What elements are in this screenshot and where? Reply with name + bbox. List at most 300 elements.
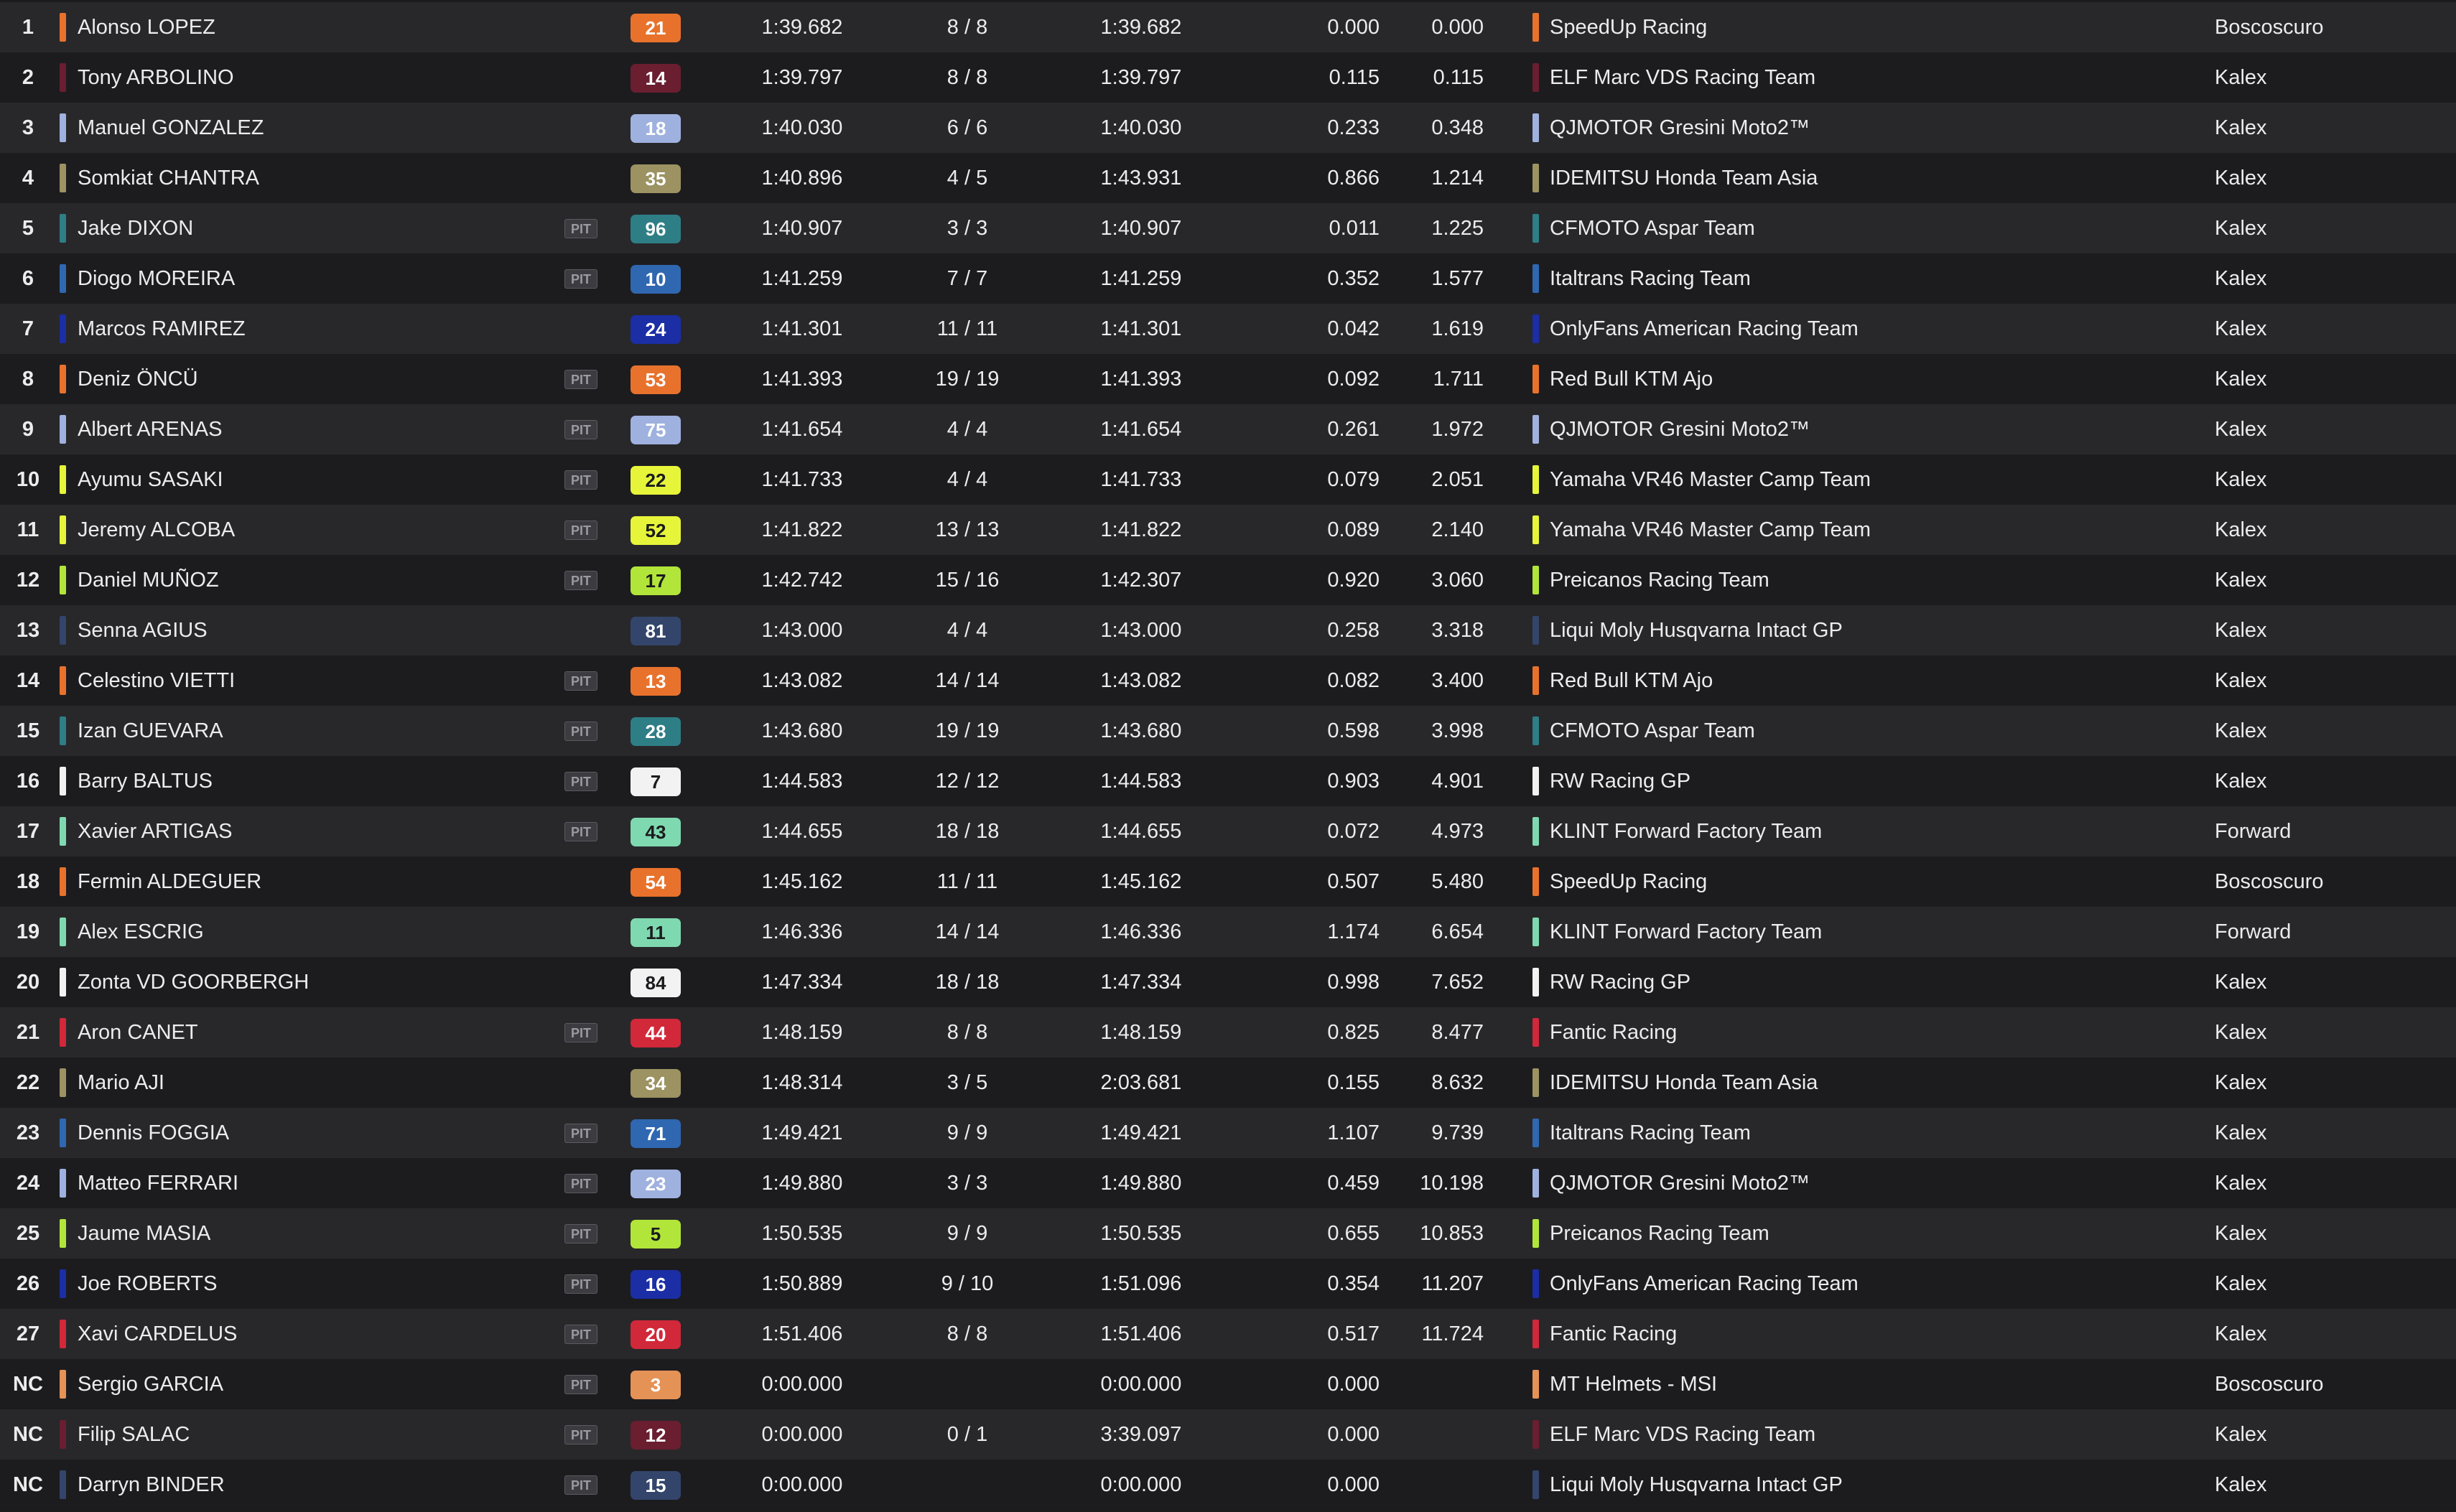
table-row[interactable] xyxy=(0,1058,2456,1108)
position: 12 xyxy=(16,569,40,592)
last-lap-time: 1:51.406 xyxy=(1100,1322,1182,1345)
last-lap-time: 1:49.880 xyxy=(1100,1172,1182,1195)
rider-number-badge: 12 xyxy=(631,1421,681,1450)
rider-number-badge: 84 xyxy=(631,969,681,997)
table-row[interactable] xyxy=(0,957,2456,1007)
manufacturer: Boscoscuro xyxy=(2215,870,2324,893)
rider-name[interactable]: Diogo MOREIRA xyxy=(78,267,236,290)
best-lap-time: 1:43.082 xyxy=(761,669,843,692)
rider-number-badge: 35 xyxy=(631,164,681,193)
team-color-bar xyxy=(1532,13,1539,42)
gap-to-leader: 1.972 xyxy=(1431,418,1484,441)
rider-number-badge: 75 xyxy=(631,416,681,444)
lap-count: 14 / 14 xyxy=(935,669,1000,692)
position: 1 xyxy=(22,16,34,39)
position: 18 xyxy=(16,870,40,893)
lap-count: 0 / 1 xyxy=(946,1423,988,1446)
manufacturer: Kalex xyxy=(2215,368,2267,391)
position: 10 xyxy=(16,468,40,491)
last-lap-time: 1:51.096 xyxy=(1100,1272,1182,1295)
table-row[interactable] xyxy=(0,505,2456,555)
team-name: IDEMITSU Honda Team Asia xyxy=(1550,167,1818,190)
gap-to-previous: 0.598 xyxy=(1327,719,1380,742)
team-name: Preicanos Racing Team xyxy=(1550,569,1769,592)
team-color-bar xyxy=(1532,365,1539,393)
last-lap-time: 1:41.301 xyxy=(1100,317,1182,340)
gap-to-previous: 0.920 xyxy=(1327,569,1380,592)
team-color-bar xyxy=(1532,1219,1539,1248)
manufacturer: Kalex xyxy=(2215,569,2267,592)
manufacturer: Boscoscuro xyxy=(2215,1373,2324,1396)
team-name: MT Helmets - MSI xyxy=(1550,1373,1718,1396)
position: 3 xyxy=(22,116,34,139)
manufacturer: Kalex xyxy=(2215,116,2267,139)
position: 7 xyxy=(22,317,34,340)
lap-count: 9 / 10 xyxy=(941,1272,994,1295)
team-name: Italtrans Racing Team xyxy=(1550,1121,1751,1144)
team-name: CFMOTO Aspar Team xyxy=(1550,719,1755,742)
rider-color-bar xyxy=(60,616,66,645)
rider-color-bar xyxy=(60,1119,66,1147)
rider-name[interactable]: Alex ESCRIG xyxy=(78,920,204,943)
position: 25 xyxy=(16,1222,40,1245)
lap-count: 11 / 11 xyxy=(936,317,998,340)
best-lap-time: 1:45.162 xyxy=(761,870,843,893)
rider-name[interactable]: Zonta VD GOORBERGH xyxy=(78,971,310,994)
last-lap-time: 1:48.159 xyxy=(1100,1021,1182,1044)
table-row[interactable] xyxy=(0,1208,2456,1259)
team-color-bar xyxy=(1532,616,1539,645)
gap-to-leader: 9.739 xyxy=(1431,1121,1484,1144)
team-name: Yamaha VR46 Master Camp Team xyxy=(1550,518,1871,541)
last-lap-time: 3:39.097 xyxy=(1100,1423,1182,1446)
gap-to-leader: 3.400 xyxy=(1431,669,1484,692)
rider-name[interactable]: Fermin ALDEGUER xyxy=(78,870,262,893)
last-lap-time: 1:47.334 xyxy=(1100,971,1182,994)
gap-to-leader: 8.632 xyxy=(1431,1071,1484,1094)
gap-to-previous: 0.655 xyxy=(1327,1222,1380,1245)
last-lap-time: 1:41.822 xyxy=(1100,518,1182,541)
table-row[interactable] xyxy=(0,203,2456,253)
table-row[interactable] xyxy=(0,555,2456,605)
lap-count: 19 / 19 xyxy=(935,368,1000,391)
pit-badge: PIT xyxy=(564,1224,597,1243)
pit-badge: PIT xyxy=(564,269,597,289)
lap-count: 4 / 5 xyxy=(946,167,988,190)
best-lap-time: 0:00.000 xyxy=(761,1473,843,1496)
lap-count: 9 / 9 xyxy=(946,1121,988,1144)
pit-badge: PIT xyxy=(564,1325,597,1344)
rider-number-badge: 3 xyxy=(631,1371,681,1399)
rider-name[interactable]: Jaume MASIA xyxy=(78,1222,211,1245)
table-row[interactable] xyxy=(0,857,2456,907)
rider-color-bar xyxy=(60,817,66,846)
team-color-bar xyxy=(1532,63,1539,92)
rider-name[interactable]: Filip SALAC xyxy=(78,1423,190,1446)
best-lap-time: 1:50.535 xyxy=(761,1222,843,1245)
team-name: Fantic Racing xyxy=(1550,1322,1678,1345)
gap-to-previous: 1.107 xyxy=(1327,1121,1380,1144)
manufacturer: Kalex xyxy=(2215,1473,2267,1496)
rider-number-badge: 7 xyxy=(631,767,681,796)
rider-name[interactable]: Izan GUEVARA xyxy=(78,719,223,742)
team-name: SpeedUp Racing xyxy=(1550,16,1708,39)
table-row[interactable] xyxy=(0,1359,2456,1409)
gap-to-leader: 3.318 xyxy=(1431,619,1484,642)
position: 13 xyxy=(16,619,40,642)
table-row[interactable] xyxy=(0,253,2456,304)
best-lap-time: 1:42.742 xyxy=(761,569,843,592)
position: 14 xyxy=(16,669,40,692)
rider-number-badge: 71 xyxy=(631,1119,681,1148)
team-name: Liqui Moly Husqvarna Intact GP xyxy=(1550,619,1843,642)
manufacturer: Kalex xyxy=(2215,1222,2267,1245)
rider-color-bar xyxy=(60,1068,66,1097)
team-name: ELF Marc VDS Racing Team xyxy=(1550,66,1816,89)
gap-to-leader: 0.115 xyxy=(1433,66,1484,89)
gap-to-leader: 1.225 xyxy=(1431,217,1484,240)
team-color-bar xyxy=(1532,1018,1539,1047)
team-color-bar xyxy=(1532,164,1539,192)
rider-color-bar xyxy=(60,666,66,695)
gap-to-leader: 2.051 xyxy=(1431,468,1484,491)
manufacturer: Kalex xyxy=(2215,418,2267,441)
rider-name[interactable]: Joe ROBERTS xyxy=(78,1272,218,1295)
gap-to-leader: 1.577 xyxy=(1431,267,1484,290)
manufacturer: Kalex xyxy=(2215,1021,2267,1044)
rider-name[interactable]: Sergio GARCIA xyxy=(78,1373,224,1396)
best-lap-time: 1:50.889 xyxy=(761,1272,843,1295)
manufacturer: Kalex xyxy=(2215,267,2267,290)
table-row[interactable] xyxy=(0,304,2456,354)
rider-number-badge: 22 xyxy=(631,466,681,495)
rider-color-bar xyxy=(60,264,66,293)
rider-number-badge: 21 xyxy=(631,14,681,42)
position: 5 xyxy=(22,217,34,240)
rider-color-bar xyxy=(60,1018,66,1047)
team-color-bar xyxy=(1532,1370,1539,1399)
best-lap-time: 1:44.583 xyxy=(761,770,843,793)
team-name: RW Racing GP xyxy=(1550,971,1691,994)
gap-to-leader: 6.654 xyxy=(1431,920,1484,943)
rider-number-badge: 54 xyxy=(631,868,681,897)
lap-count: 4 / 4 xyxy=(946,619,988,642)
team-name: KLINT Forward Factory Team xyxy=(1550,820,1823,843)
table-row[interactable] xyxy=(0,1409,2456,1460)
pit-badge: PIT xyxy=(564,470,597,490)
rider-number-badge: 17 xyxy=(631,566,681,595)
gap-to-previous: 0.000 xyxy=(1327,1423,1380,1446)
gap-to-previous: 0.352 xyxy=(1327,267,1380,290)
rider-name[interactable]: Senna AGIUS xyxy=(78,619,208,642)
gap-to-previous: 0.000 xyxy=(1327,1373,1380,1396)
team-color-bar xyxy=(1532,817,1539,846)
team-name: Liqui Moly Husqvarna Intact GP xyxy=(1550,1473,1843,1496)
gap-to-previous: 0.092 xyxy=(1327,368,1380,391)
table-row[interactable] xyxy=(0,907,2456,957)
pit-badge: PIT xyxy=(564,370,597,389)
best-lap-time: 1:40.030 xyxy=(761,116,843,139)
team-name: Red Bull KTM Ajo xyxy=(1550,669,1713,692)
gap-to-previous: 0.042 xyxy=(1327,317,1380,340)
manufacturer: Kalex xyxy=(2215,1423,2267,1446)
rider-number-badge: 20 xyxy=(631,1320,681,1349)
lap-count: 18 / 18 xyxy=(935,971,1000,994)
gap-to-leader: 8.477 xyxy=(1431,1021,1484,1044)
best-lap-time: 1:40.907 xyxy=(761,217,843,240)
rider-color-bar xyxy=(60,1370,66,1399)
pit-badge: PIT xyxy=(564,1475,597,1495)
table-row[interactable] xyxy=(0,354,2456,404)
table-row[interactable] xyxy=(0,1460,2456,1510)
last-lap-time: 1:41.259 xyxy=(1100,267,1182,290)
rider-name[interactable]: Xavi CARDELUS xyxy=(78,1322,238,1345)
pit-badge: PIT xyxy=(564,420,597,439)
best-lap-time: 1:49.421 xyxy=(761,1121,843,1144)
gap-to-leader: 11.724 xyxy=(1421,1322,1484,1345)
table-row[interactable] xyxy=(0,1259,2456,1309)
manufacturer: Kalex xyxy=(2215,1071,2267,1094)
lap-count: 13 / 13 xyxy=(935,518,1000,541)
rider-number-badge: 53 xyxy=(631,365,681,394)
gap-to-previous: 0.825 xyxy=(1327,1021,1380,1044)
team-color-bar xyxy=(1532,1320,1539,1348)
team-color-bar xyxy=(1532,1169,1539,1198)
rider-color-bar xyxy=(60,717,66,745)
manufacturer: Kalex xyxy=(2215,971,2267,994)
gap-to-previous: 0.261 xyxy=(1327,418,1380,441)
rider-name[interactable]: Tony ARBOLINO xyxy=(78,66,234,89)
best-lap-time: 1:39.682 xyxy=(761,16,843,39)
team-color-bar xyxy=(1532,918,1539,946)
rider-name[interactable]: Jake DIXON xyxy=(78,217,194,240)
gap-to-leader xyxy=(1354,1359,1484,1409)
last-lap-time: 1:40.907 xyxy=(1100,217,1182,240)
gap-to-leader: 1.711 xyxy=(1433,368,1484,391)
best-lap-time: 1:41.654 xyxy=(761,418,843,441)
gap-to-leader: 10.853 xyxy=(1420,1222,1484,1245)
rider-color-bar xyxy=(60,365,66,393)
lap-count: 12 / 12 xyxy=(935,770,1000,793)
team-name: KLINT Forward Factory Team xyxy=(1550,920,1823,943)
manufacturer: Kalex xyxy=(2215,468,2267,491)
position: 15 xyxy=(16,719,40,742)
team-color-bar xyxy=(1532,666,1539,695)
best-lap-time: 1:41.822 xyxy=(761,518,843,541)
best-lap-time: 0:00.000 xyxy=(761,1373,843,1396)
table-row[interactable] xyxy=(0,1007,2456,1058)
rider-name[interactable]: Albert ARENAS xyxy=(78,418,223,441)
rider-number-badge: 43 xyxy=(631,818,681,846)
manufacturer: Kalex xyxy=(2215,317,2267,340)
team-name: QJMOTOR Gresini Moto2™ xyxy=(1550,116,1810,139)
rider-name[interactable]: Manuel GONZALEZ xyxy=(78,116,264,139)
manufacturer: Kalex xyxy=(2215,518,2267,541)
lap-count: 18 / 18 xyxy=(935,820,1000,843)
best-lap-time: 1:41.733 xyxy=(761,468,843,491)
best-lap-time: 1:49.880 xyxy=(761,1172,843,1195)
rider-color-bar xyxy=(60,1169,66,1198)
table-row[interactable] xyxy=(0,2,2456,52)
pit-badge: PIT xyxy=(564,1425,597,1445)
rider-color-bar xyxy=(60,1269,66,1298)
last-lap-time: 1:40.030 xyxy=(1100,116,1182,139)
table-row[interactable] xyxy=(0,52,2456,103)
best-lap-time: 1:40.896 xyxy=(761,167,843,190)
rider-color-bar xyxy=(60,1420,66,1449)
lap-count: 3 / 3 xyxy=(946,217,988,240)
gap-to-leader: 10.198 xyxy=(1420,1172,1484,1195)
gap-to-previous: 0.866 xyxy=(1327,167,1380,190)
pit-badge: PIT xyxy=(564,1124,597,1143)
manufacturer: Boscoscuro xyxy=(2215,16,2324,39)
table-row[interactable] xyxy=(0,706,2456,756)
gap-to-previous: 0.998 xyxy=(1327,971,1380,994)
lap-count: 19 / 19 xyxy=(935,719,1000,742)
position: 16 xyxy=(16,770,40,793)
team-color-bar xyxy=(1532,968,1539,997)
table-row[interactable] xyxy=(0,655,2456,706)
rider-number-badge: 18 xyxy=(631,114,681,143)
rider-number-badge: 96 xyxy=(631,215,681,243)
last-lap-time: 1:50.535 xyxy=(1100,1222,1182,1245)
rider-color-bar xyxy=(60,214,66,243)
table-row[interactable] xyxy=(0,756,2456,806)
table-row[interactable] xyxy=(0,404,2456,454)
pit-badge: PIT xyxy=(564,1174,597,1193)
rider-name[interactable]: Deniz ÖNCÜ xyxy=(78,368,198,391)
table-row[interactable] xyxy=(0,103,2456,153)
manufacturer: Kalex xyxy=(2215,669,2267,692)
position: NC xyxy=(13,1473,43,1496)
rider-name[interactable]: Alonso LOPEZ xyxy=(78,16,215,39)
pit-badge: PIT xyxy=(564,219,597,238)
position: 9 xyxy=(22,418,34,441)
table-row[interactable] xyxy=(0,153,2456,203)
table-row[interactable] xyxy=(0,1309,2456,1359)
gap-to-previous: 0.459 xyxy=(1327,1172,1380,1195)
table-row[interactable] xyxy=(0,454,2456,505)
rider-color-bar xyxy=(60,515,66,544)
position: 8 xyxy=(22,368,34,391)
rider-name[interactable]: Mario AJI xyxy=(78,1071,164,1094)
pit-badge: PIT xyxy=(564,571,597,590)
rider-color-bar xyxy=(60,415,66,444)
table-row[interactable] xyxy=(0,806,2456,857)
rider-color-bar xyxy=(60,566,66,594)
position: 24 xyxy=(16,1172,40,1195)
team-name: Yamaha VR46 Master Camp Team xyxy=(1550,468,1871,491)
team-color-bar xyxy=(1532,113,1539,142)
best-lap-time: 1:44.655 xyxy=(761,820,843,843)
rider-number-badge: 81 xyxy=(631,617,681,645)
team-color-bar xyxy=(1532,465,1539,494)
team-color-bar xyxy=(1532,867,1539,896)
rider-name[interactable]: Barry BALTUS xyxy=(78,770,213,793)
team-color-bar xyxy=(1532,1470,1539,1499)
last-lap-time: 1:44.655 xyxy=(1100,820,1182,843)
table-row[interactable] xyxy=(0,605,2456,655)
rider-color-bar xyxy=(60,164,66,192)
position: 4 xyxy=(22,167,34,190)
team-name: OnlyFans American Racing Team xyxy=(1550,1272,1859,1295)
rider-number-badge: 52 xyxy=(631,516,681,545)
rider-name[interactable]: Somkiat CHANTRA xyxy=(78,167,259,190)
rider-number-badge: 44 xyxy=(631,1019,681,1047)
rider-number-badge: 5 xyxy=(631,1220,681,1249)
team-color-bar xyxy=(1532,566,1539,594)
rider-color-bar xyxy=(60,1219,66,1248)
rider-name[interactable]: Celestino VIETTI xyxy=(78,669,236,692)
gap-to-previous: 0.155 xyxy=(1327,1071,1380,1094)
table-row[interactable] xyxy=(0,1108,2456,1158)
team-name: Fantic Racing xyxy=(1550,1021,1678,1044)
gap-to-leader: 0.000 xyxy=(1431,16,1484,39)
gap-to-previous: 0.000 xyxy=(1327,1473,1380,1496)
rider-color-bar xyxy=(60,13,66,42)
team-color-bar xyxy=(1532,214,1539,243)
position: 19 xyxy=(16,920,40,943)
last-lap-time: 2:03.681 xyxy=(1100,1071,1182,1094)
lap-count: 11 / 11 xyxy=(936,870,998,893)
best-lap-time: 1:43.000 xyxy=(761,619,843,642)
rider-name[interactable]: Daniel MUÑOZ xyxy=(78,569,219,592)
gap-to-leader: 1.214 xyxy=(1431,167,1484,190)
manufacturer: Kalex xyxy=(2215,167,2267,190)
team-color-bar xyxy=(1532,515,1539,544)
team-color-bar xyxy=(1532,1269,1539,1298)
team-name: OnlyFans American Racing Team xyxy=(1550,317,1859,340)
rider-name[interactable]: Dennis FOGGIA xyxy=(78,1121,230,1144)
team-name: Red Bull KTM Ajo xyxy=(1550,368,1713,391)
rider-number-badge: 10 xyxy=(631,265,681,294)
rider-name[interactable]: Jeremy ALCOBA xyxy=(78,518,236,541)
lap-count xyxy=(896,1460,1039,1510)
pit-badge: PIT xyxy=(564,722,597,741)
best-lap-time: 1:41.301 xyxy=(761,317,843,340)
last-lap-time: 0:00.000 xyxy=(1100,1473,1182,1496)
lap-count: 9 / 9 xyxy=(946,1222,988,1245)
table-row[interactable] xyxy=(0,1158,2456,1208)
best-lap-time: 1:41.259 xyxy=(761,267,843,290)
last-lap-time: 1:43.082 xyxy=(1100,669,1182,692)
last-lap-time: 1:43.931 xyxy=(1100,167,1182,190)
rider-name[interactable]: Marcos RAMIREZ xyxy=(78,317,246,340)
position: 2 xyxy=(22,66,34,89)
last-lap-time: 1:45.162 xyxy=(1100,870,1182,893)
manufacturer: Kalex xyxy=(2215,619,2267,642)
rider-name[interactable]: Xavier ARTIGAS xyxy=(78,820,233,843)
last-lap-time: 1:44.583 xyxy=(1100,770,1182,793)
lap-count: 8 / 8 xyxy=(946,1322,988,1345)
team-name: Italtrans Racing Team xyxy=(1550,267,1751,290)
team-color-bar xyxy=(1532,767,1539,795)
rider-number-badge: 24 xyxy=(631,315,681,344)
rider-name[interactable]: Matteo FERRARI xyxy=(78,1172,238,1195)
rider-name[interactable]: Darryn BINDER xyxy=(78,1473,225,1496)
rider-name[interactable]: Aron CANET xyxy=(78,1021,198,1044)
rider-name[interactable]: Ayumu SASAKI xyxy=(78,468,223,491)
pit-badge: PIT xyxy=(564,1023,597,1042)
rider-number-badge: 15 xyxy=(631,1471,681,1500)
pit-badge: PIT xyxy=(564,822,597,841)
position: NC xyxy=(13,1423,43,1446)
best-lap-time: 1:48.314 xyxy=(761,1071,843,1094)
rider-color-bar xyxy=(60,314,66,343)
rider-color-bar xyxy=(60,465,66,494)
position: 17 xyxy=(16,820,40,843)
last-lap-time: 1:49.421 xyxy=(1100,1121,1182,1144)
